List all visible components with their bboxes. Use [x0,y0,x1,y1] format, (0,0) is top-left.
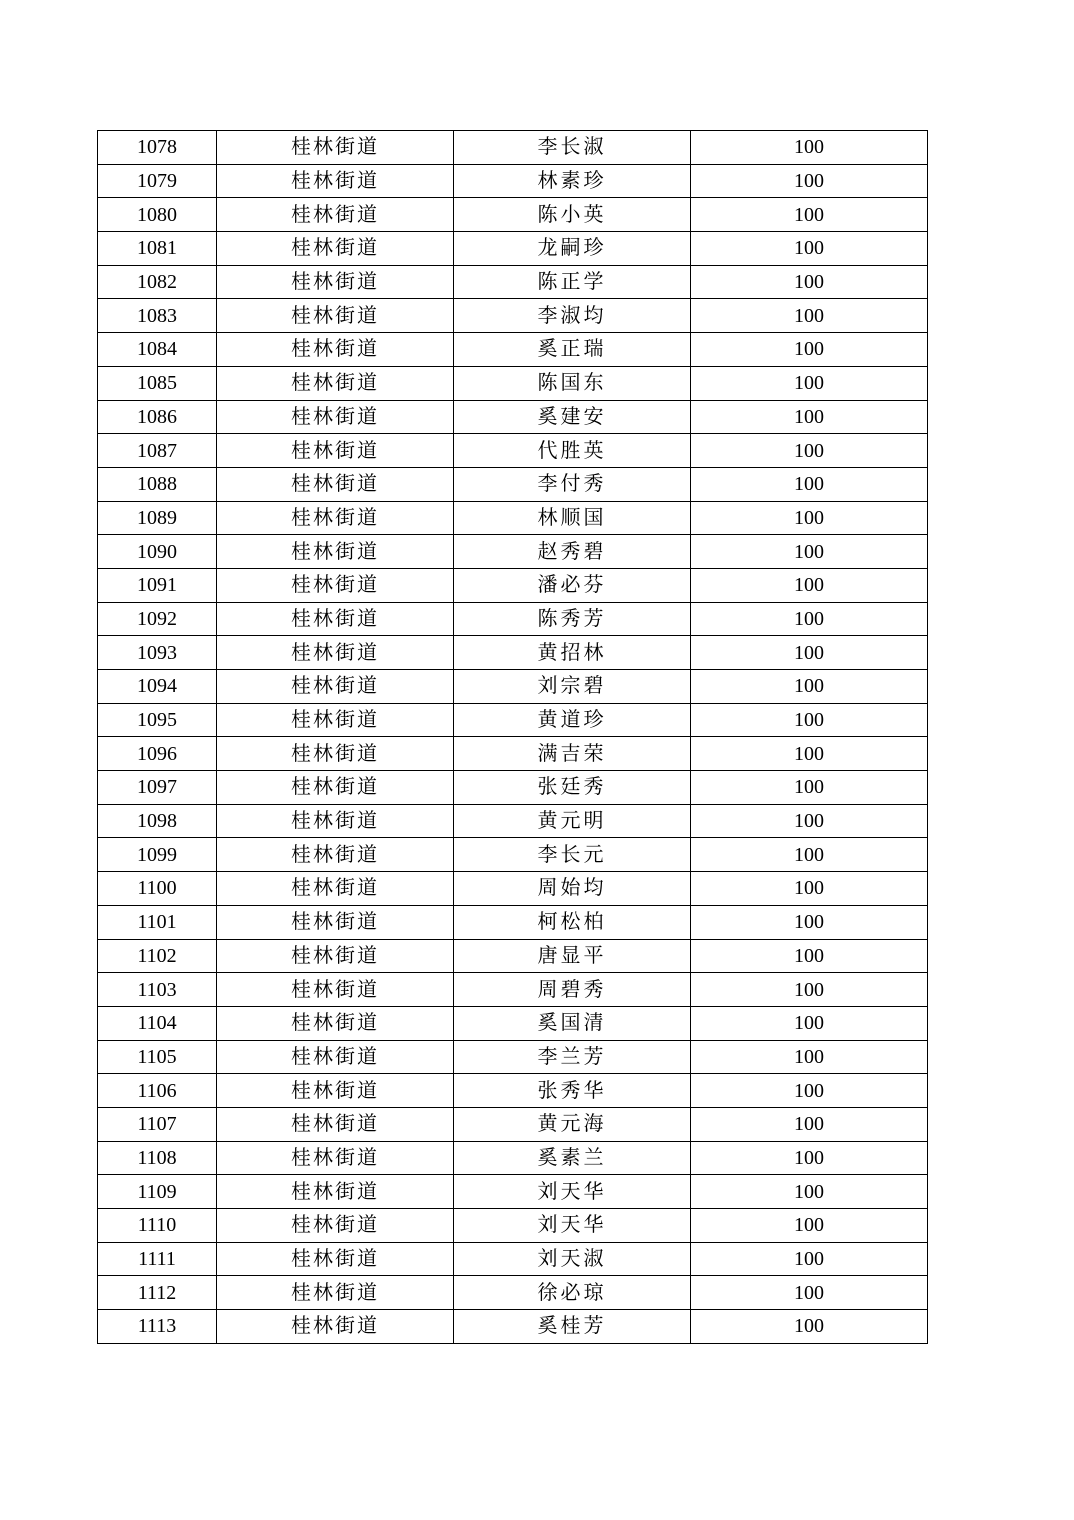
row-number-cell: 1091 [98,568,217,602]
street-cell: 桂林街道 [217,636,454,670]
amount-cell: 100 [691,333,928,367]
amount-cell: 100 [691,1175,928,1209]
table-row [98,400,928,434]
person-name-cell: 刘天华 [454,1209,691,1243]
amount-cell: 100 [691,872,928,906]
person-name-cell: 黄元海 [454,1107,691,1141]
street-cell: 桂林街道 [217,568,454,602]
table-row [98,838,928,872]
person-name-cell: 黄道珍 [454,703,691,737]
person-name-cell: 周碧秀 [454,973,691,1007]
person-name-cell: 陈小英 [454,198,691,232]
row-number-cell: 1102 [98,939,217,973]
amount-cell: 100 [691,1006,928,1040]
table-row [98,939,928,973]
table-row [98,1074,928,1108]
amount-cell: 100 [691,1310,928,1344]
street-cell: 桂林街道 [217,602,454,636]
row-number-cell: 1105 [98,1040,217,1074]
person-name-cell: 奚桂芳 [454,1310,691,1344]
amount-cell: 100 [691,1276,928,1310]
table-row [98,434,928,468]
person-name-cell: 徐必琼 [454,1276,691,1310]
table-row [98,670,928,704]
street-cell: 桂林街道 [217,737,454,771]
table-row [98,467,928,501]
amount-cell: 100 [691,400,928,434]
person-name-cell: 李淑均 [454,299,691,333]
table-row [98,131,928,165]
person-name-cell: 刘宗碧 [454,670,691,704]
street-cell: 桂林街道 [217,1040,454,1074]
roster-body [98,131,928,1344]
person-name-cell: 林素珍 [454,164,691,198]
person-name-cell: 陈国东 [454,366,691,400]
row-number-cell: 1098 [98,804,217,838]
amount-cell: 100 [691,164,928,198]
person-name-cell: 柯松柏 [454,905,691,939]
person-name-cell: 陈正学 [454,265,691,299]
street-cell: 桂林街道 [217,939,454,973]
table-row [98,1141,928,1175]
street-cell: 桂林街道 [217,1175,454,1209]
row-number-cell: 1106 [98,1074,217,1108]
table-row [98,602,928,636]
street-cell: 桂林街道 [217,299,454,333]
street-cell: 桂林街道 [217,872,454,906]
row-number-cell: 1111 [98,1242,217,1276]
amount-cell: 100 [691,1209,928,1243]
street-cell: 桂林街道 [217,232,454,266]
table-row [98,804,928,838]
street-cell: 桂林街道 [217,1006,454,1040]
row-number-cell: 1113 [98,1310,217,1344]
amount-cell: 100 [691,232,928,266]
table-row [98,1310,928,1344]
table-row [98,703,928,737]
person-name-cell: 龙嗣珍 [454,232,691,266]
table-row [98,366,928,400]
person-name-cell: 奚国清 [454,1006,691,1040]
table-row [98,535,928,569]
person-name-cell: 黄招林 [454,636,691,670]
table-row [98,1242,928,1276]
row-number-cell: 1099 [98,838,217,872]
person-name-cell: 李兰芳 [454,1040,691,1074]
street-cell: 桂林街道 [217,1310,454,1344]
table-row [98,771,928,805]
street-cell: 桂林街道 [217,838,454,872]
street-cell: 桂林街道 [217,400,454,434]
table-row [98,333,928,367]
table-row [98,1209,928,1243]
amount-cell: 100 [691,636,928,670]
amount-cell: 100 [691,299,928,333]
street-cell: 桂林街道 [217,535,454,569]
amount-cell: 100 [691,670,928,704]
row-number-cell: 1089 [98,501,217,535]
row-number-cell: 1092 [98,602,217,636]
street-cell: 桂林街道 [217,771,454,805]
street-cell: 桂林街道 [217,366,454,400]
amount-cell: 100 [691,467,928,501]
row-number-cell: 1095 [98,703,217,737]
street-cell: 桂林街道 [217,1209,454,1243]
row-number-cell: 1109 [98,1175,217,1209]
street-cell: 桂林街道 [217,467,454,501]
amount-cell: 100 [691,434,928,468]
person-name-cell: 黄元明 [454,804,691,838]
amount-cell: 100 [691,1040,928,1074]
amount-cell: 100 [691,771,928,805]
street-cell: 桂林街道 [217,703,454,737]
table-row [98,872,928,906]
amount-cell: 100 [691,838,928,872]
row-number-cell: 1107 [98,1107,217,1141]
table-row [98,636,928,670]
amount-cell: 100 [691,905,928,939]
table-row [98,737,928,771]
amount-cell: 100 [691,131,928,165]
street-cell: 桂林街道 [217,1276,454,1310]
street-cell: 桂林街道 [217,973,454,1007]
table-row [98,905,928,939]
person-name-cell: 林顺国 [454,501,691,535]
street-cell: 桂林街道 [217,905,454,939]
amount-cell: 100 [691,602,928,636]
row-number-cell: 1094 [98,670,217,704]
table-row [98,1040,928,1074]
street-cell: 桂林街道 [217,434,454,468]
table-row [98,973,928,1007]
row-number-cell: 1086 [98,400,217,434]
street-cell: 桂林街道 [217,131,454,165]
row-number-cell: 1097 [98,771,217,805]
person-name-cell: 刘天淑 [454,1242,691,1276]
street-cell: 桂林街道 [217,1074,454,1108]
table-row [98,501,928,535]
table-row [98,265,928,299]
person-name-cell: 奚正瑞 [454,333,691,367]
row-number-cell: 1110 [98,1209,217,1243]
table-row [98,299,928,333]
person-name-cell: 赵秀碧 [454,535,691,569]
row-number-cell: 1104 [98,1006,217,1040]
amount-cell: 100 [691,501,928,535]
street-cell: 桂林街道 [217,501,454,535]
row-number-cell: 1090 [98,535,217,569]
person-name-cell: 张廷秀 [454,771,691,805]
row-number-cell: 1078 [98,131,217,165]
amount-cell: 100 [691,703,928,737]
roster-table [97,130,928,1344]
street-cell: 桂林街道 [217,804,454,838]
amount-cell: 100 [691,1141,928,1175]
street-cell: 桂林街道 [217,1242,454,1276]
row-number-cell: 1083 [98,299,217,333]
person-name-cell: 奚建安 [454,400,691,434]
row-number-cell: 1087 [98,434,217,468]
street-cell: 桂林街道 [217,265,454,299]
person-name-cell: 李长淑 [454,131,691,165]
row-number-cell: 1093 [98,636,217,670]
street-cell: 桂林街道 [217,670,454,704]
street-cell: 桂林街道 [217,333,454,367]
row-number-cell: 1085 [98,366,217,400]
amount-cell: 100 [691,737,928,771]
person-name-cell: 代胜英 [454,434,691,468]
person-name-cell: 李付秀 [454,467,691,501]
row-number-cell: 1082 [98,265,217,299]
row-number-cell: 1108 [98,1141,217,1175]
amount-cell: 100 [691,1074,928,1108]
row-number-cell: 1112 [98,1276,217,1310]
table-row [98,1006,928,1040]
table-row [98,198,928,232]
row-number-cell: 1081 [98,232,217,266]
amount-cell: 100 [691,804,928,838]
row-number-cell: 1084 [98,333,217,367]
row-number-cell: 1101 [98,905,217,939]
person-name-cell: 刘天华 [454,1175,691,1209]
person-name-cell: 陈秀芳 [454,602,691,636]
person-name-cell: 李长元 [454,838,691,872]
table-row [98,568,928,602]
amount-cell: 100 [691,366,928,400]
person-name-cell: 张秀华 [454,1074,691,1108]
row-number-cell: 1088 [98,467,217,501]
table-row [98,164,928,198]
street-cell: 桂林街道 [217,164,454,198]
person-name-cell: 奚素兰 [454,1141,691,1175]
person-name-cell: 唐显平 [454,939,691,973]
amount-cell: 100 [691,973,928,1007]
table-row [98,232,928,266]
table-row [98,1276,928,1310]
row-number-cell: 1096 [98,737,217,771]
person-name-cell: 满吉荣 [454,737,691,771]
amount-cell: 100 [691,568,928,602]
row-number-cell: 1080 [98,198,217,232]
street-cell: 桂林街道 [217,1107,454,1141]
amount-cell: 100 [691,198,928,232]
row-number-cell: 1079 [98,164,217,198]
table-row [98,1107,928,1141]
person-name-cell: 周始均 [454,872,691,906]
amount-cell: 100 [691,265,928,299]
amount-cell: 100 [691,1107,928,1141]
amount-cell: 100 [691,535,928,569]
table-row [98,1175,928,1209]
person-name-cell: 潘必芬 [454,568,691,602]
amount-cell: 100 [691,1242,928,1276]
amount-cell: 100 [691,939,928,973]
row-number-cell: 1100 [98,872,217,906]
street-cell: 桂林街道 [217,198,454,232]
street-cell: 桂林街道 [217,1141,454,1175]
row-number-cell: 1103 [98,973,217,1007]
